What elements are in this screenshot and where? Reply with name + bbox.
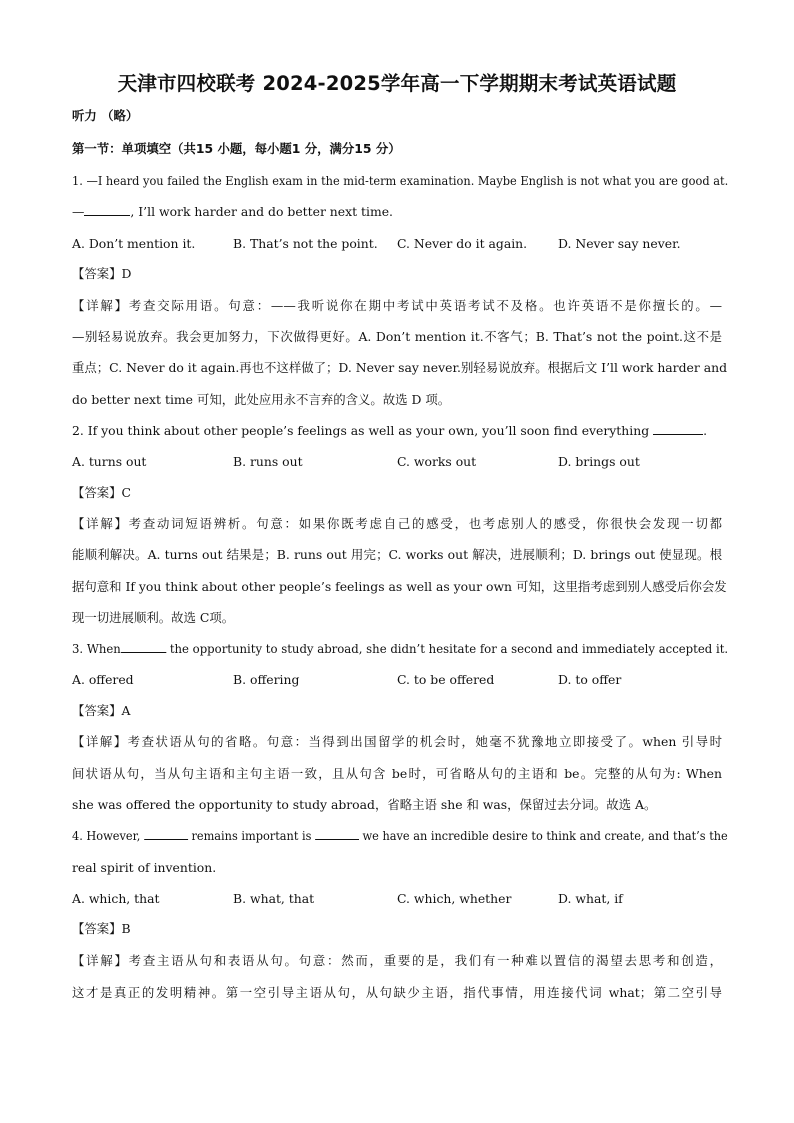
q3-option-a: A. offered — [72, 672, 134, 687]
question-4-stem-line2: real spirit of invention. — [72, 860, 217, 875]
q1-option-a: A. Don’t mention it. — [72, 236, 196, 251]
question-2-stem — [72, 423, 707, 439]
q3-detail-line: 【详解】考查状语从句的省略。句意：当得到出国留学的机会时，她毫不犹豫地立即接受了。when 引导时 — [72, 734, 722, 749]
stem-text: 2. If you think about other people’s feelings as well as your own, you’ll soon find everything — [72, 423, 650, 438]
q4-option-c: C. which, whether — [397, 891, 512, 906]
q2-detail-line: 能顺利解决。A. turns out 结果是；B. runs out 用完；C. works out 解决，进展顺利；D. brings out 使显现。根 — [72, 547, 722, 562]
q3-option-b: B. offering — [233, 672, 300, 687]
question-1-stem-line2 — [72, 204, 393, 220]
answer-blank — [653, 423, 703, 435]
answer-blank — [84, 204, 130, 216]
q1-answer: 【答案】D — [72, 266, 132, 281]
stem-text: . — [703, 423, 708, 438]
q2-detail-line: 现一切进展顺利。故选 C项。 — [72, 610, 235, 625]
q2-option-a: A. turns out — [72, 454, 147, 469]
answer-blank — [121, 641, 166, 653]
q4-answer: 【答案】B — [72, 921, 131, 936]
stem-text: we have an incredible desire to think and create, and that’s the — [358, 828, 728, 843]
q1-option-c: C. Never do it again. — [397, 236, 528, 251]
stem-text: 3. When — [72, 641, 121, 656]
page-title: 天津市四校联考 2024-2025学年高一下学期期末考试英语试题 — [117, 72, 677, 95]
answer-blank — [315, 828, 359, 840]
q4-detail-line: 这才是真正的发明精神。第一空引导主语从句，从句缺少主语，指代事情，用连接代词 what；第二空引导 — [72, 985, 722, 1000]
q3-option-c: C. to be offered — [397, 672, 495, 687]
question-1-stem: 1. —I heard you failed the English exam in the mid-term examination. Maybe English is not what you are good at. — [72, 173, 729, 188]
question-4-stem — [72, 828, 728, 844]
q2-detail-line: 【详解】考查动词短语辨析。句意：如果你既考虑自己的感受，也考虑别人的感受，你很快会发现一切都 — [72, 516, 722, 531]
answer-blank — [144, 828, 188, 840]
q4-option-b: B. what, that — [233, 891, 315, 906]
q1-detail-line: 重点；C. Never do it again.再也不这样做了；D. Never say never.别轻易说放弃。根据后文 I’ll work harder and — [72, 360, 728, 375]
q4-detail-line: 【详解】考查主语从句和表语从句。句意：然而，重要的是，我们有一种难以置信的渴望去思考和创造， — [72, 953, 722, 968]
q3-answer: 【答案】A — [72, 703, 131, 718]
q1-option-b: B. That’s not the point. — [233, 236, 378, 251]
stem-text: , I’ll work harder and do better next time. — [130, 204, 393, 219]
q3-detail-line: 间状语从句，当从句主语和主句主语一致，且从句含 be时，可省略从句的主语和 be。完整的从句为: When — [72, 766, 722, 781]
section-heading: 第一节：单项填空（共15 小题，每小题1 分，满分15 分） — [72, 141, 401, 156]
listening-heading: 听力 （略） — [72, 108, 139, 123]
q1-detail-line: —别轻易说放弃。我会更加努力，下次做得更好。A. Don’t mention it.不客气；B. That’s not the point.这不是 — [72, 329, 722, 344]
stem-text: remains important is — [187, 828, 316, 843]
q2-option-c: C. works out — [397, 454, 477, 469]
q4-option-d: D. what, if — [558, 891, 623, 906]
question-3-stem — [72, 641, 728, 657]
q1-detail-line: 【详解】考查交际用语。句意：——我听说你在期中考试中英语考试不及格。也许英语不是你擅长的。— — [72, 298, 722, 313]
stem-text: 4. However, — [72, 828, 141, 843]
q2-option-d: D. brings out — [558, 454, 640, 469]
q2-detail-line: 据句意和 If you think about other people’s feelings as well as your own 可知，这里指考虑到别人感受后你会发 — [72, 579, 727, 594]
q1-option-d: D. Never say never. — [558, 236, 681, 251]
q1-detail-line: do better next time 可知，此处应用永不言弃的含义。故选 D 项。 — [72, 392, 451, 407]
q2-option-b: B. runs out — [233, 454, 303, 469]
stem-text: the opportunity to study abroad, she didn’t hesitate for a second and immediately accepted it. — [166, 641, 729, 656]
q3-detail-line: she was offered the opportunity to study abroad，省略主语 she 和 was，保留过去分词。故选 A。 — [72, 797, 657, 812]
q4-option-a: A. which, that — [72, 891, 160, 906]
q3-option-d: D. to offer — [558, 672, 622, 687]
dash: — — [72, 204, 85, 219]
q2-answer: 【答案】C — [72, 485, 132, 500]
